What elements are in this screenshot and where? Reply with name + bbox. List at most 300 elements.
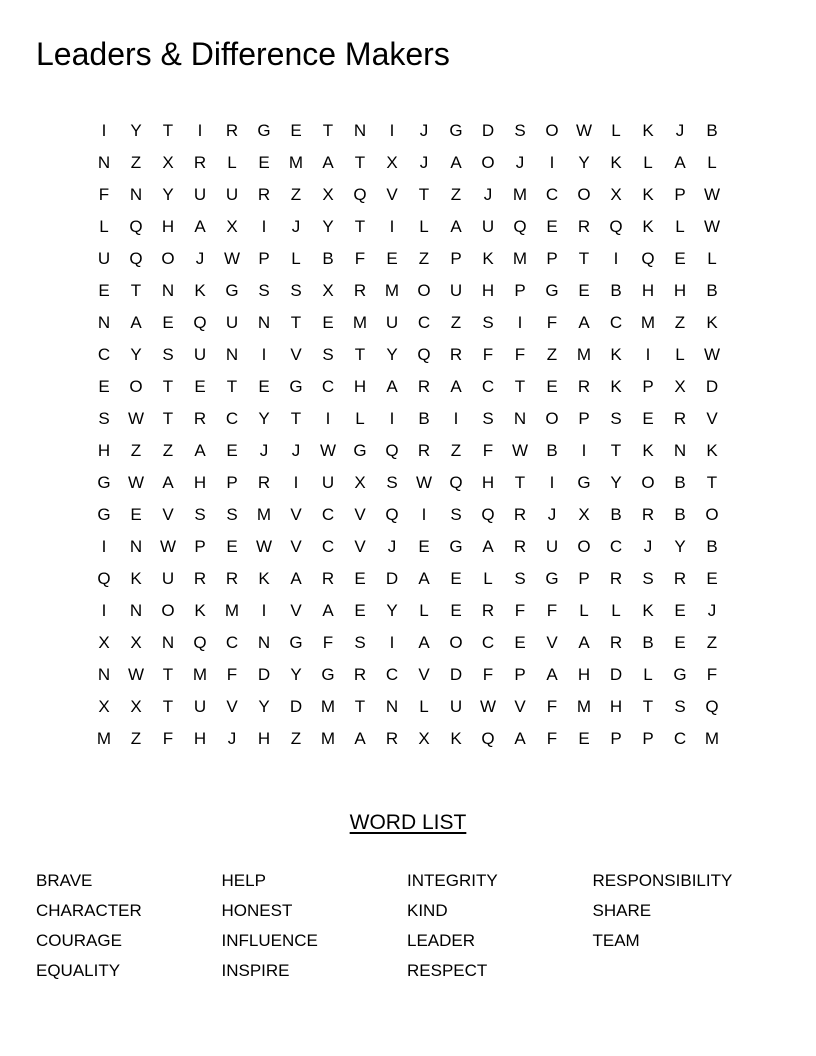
grid-letter[interactable]: E [98,377,110,396]
grid-letter[interactable]: Q [481,505,495,524]
grid-letter[interactable]: J [643,537,653,556]
grid-letter[interactable]: G [545,281,559,300]
grid-letter[interactable]: Z [130,441,142,460]
grid-letter[interactable]: N [129,601,143,620]
grid-letter[interactable]: I [261,345,267,364]
grid-letter[interactable]: G [321,665,335,684]
grid-letter[interactable]: E [290,121,302,140]
grid-letter[interactable]: N [225,345,239,364]
grid-letter[interactable]: P [514,281,526,300]
grid-letter[interactable]: R [385,729,399,748]
grid-letter[interactable]: A [514,729,526,748]
grid-letter[interactable]: G [449,537,463,556]
grid-letter[interactable]: W [127,473,145,492]
grid-letter[interactable]: Q [609,217,623,236]
grid-letter[interactable]: J [707,601,717,620]
grid-letter[interactable]: K [258,569,270,588]
grid-letter[interactable]: E [674,601,686,620]
grid-letter[interactable]: C [225,633,239,652]
grid-letter[interactable]: N [161,633,175,652]
grid-letter[interactable]: V [354,505,366,524]
grid-letter[interactable]: S [674,697,686,716]
grid-letter[interactable]: N [161,281,175,300]
grid-letter[interactable]: E [418,537,430,556]
grid-letter[interactable]: G [545,569,559,588]
grid-letter[interactable]: E [354,601,366,620]
grid-letter[interactable]: V [546,633,558,652]
grid-letter[interactable]: I [581,441,587,460]
grid-letter[interactable]: Z [450,185,462,204]
grid-letter[interactable]: P [258,249,270,268]
grid-letter[interactable]: F [482,345,494,364]
grid-letter[interactable]: E [642,409,654,428]
grid-letter[interactable]: A [450,217,462,236]
grid-letter[interactable]: T [514,377,526,396]
grid-letter[interactable]: U [97,249,111,268]
grid-letter[interactable]: H [481,281,495,300]
grid-letter[interactable]: L [419,601,429,620]
grid-letter[interactable]: G [257,121,271,140]
grid-letter[interactable]: A [674,153,686,172]
grid-letter[interactable]: S [162,345,174,364]
grid-letter[interactable]: R [257,185,271,204]
grid-letter[interactable]: R [193,153,207,172]
grid-letter[interactable]: R [449,345,463,364]
grid-letter[interactable]: G [289,377,303,396]
grid-letter[interactable]: Q [449,473,463,492]
grid-letter[interactable]: K [482,249,494,268]
grid-letter[interactable]: K [642,217,654,236]
grid-letter[interactable]: T [162,665,174,684]
grid-letter[interactable]: Z [450,313,462,332]
grid-letter[interactable]: I [389,121,395,140]
grid-letter[interactable]: O [481,153,495,172]
grid-letter[interactable]: D [289,697,303,716]
grid-letter[interactable]: I [389,633,395,652]
grid-letter[interactable]: K [194,601,206,620]
grid-letter[interactable]: E [706,569,718,588]
grid-letter[interactable]: G [225,281,239,300]
grid-letter[interactable]: M [576,697,592,716]
grid-letter[interactable]: J [227,729,237,748]
grid-letter[interactable]: M [352,313,368,332]
grid-letter[interactable]: X [322,185,334,204]
grid-letter[interactable]: I [389,409,395,428]
grid-letter[interactable]: R [353,281,367,300]
grid-letter[interactable]: N [129,185,143,204]
grid-letter[interactable]: E [354,569,366,588]
grid-letter[interactable]: E [578,729,590,748]
grid-letter[interactable]: B [610,505,622,524]
grid-letter[interactable]: I [453,409,459,428]
grid-letter[interactable]: T [706,473,718,492]
grid-letter[interactable]: M [320,697,336,716]
grid-letter[interactable]: E [322,313,334,332]
grid-letter[interactable]: E [226,537,238,556]
grid-letter[interactable]: R [481,601,495,620]
grid-letter[interactable]: S [194,505,206,524]
grid-letter[interactable]: J [483,185,493,204]
grid-letter[interactable]: E [450,569,462,588]
grid-letter[interactable]: L [675,217,685,236]
grid-letter[interactable]: S [290,281,302,300]
grid-letter[interactable]: V [386,185,398,204]
grid-letter[interactable]: T [290,313,302,332]
grid-letter[interactable]: K [642,601,654,620]
grid-letter[interactable]: H [577,665,591,684]
grid-letter[interactable]: T [162,409,174,428]
grid-letter[interactable]: R [609,633,623,652]
grid-letter[interactable]: B [706,281,718,300]
grid-letter[interactable]: D [481,121,495,140]
grid-letter[interactable]: I [197,121,203,140]
grid-letter[interactable]: X [226,217,238,236]
grid-letter[interactable]: D [449,665,463,684]
grid-letter[interactable]: R [321,569,335,588]
grid-letter[interactable]: O [577,537,591,556]
grid-letter[interactable]: A [354,729,366,748]
grid-letter[interactable]: T [354,345,366,364]
grid-letter[interactable]: J [419,153,429,172]
grid-letter[interactable]: C [97,345,111,364]
grid-letter[interactable]: R [193,409,207,428]
grid-letter[interactable]: G [673,665,687,684]
grid-letter[interactable]: U [225,185,239,204]
grid-letter[interactable]: B [322,249,334,268]
grid-letter[interactable]: L [707,249,717,268]
grid-letter[interactable]: A [194,441,206,460]
grid-letter[interactable]: F [354,249,366,268]
grid-letter[interactable]: A [450,153,462,172]
grid-letter[interactable]: V [514,697,526,716]
grid-letter[interactable]: T [226,377,238,396]
grid-letter[interactable]: B [418,409,430,428]
grid-letter[interactable]: K [706,441,718,460]
grid-letter[interactable]: Q [385,505,399,524]
grid-letter[interactable]: C [321,537,335,556]
grid-letter[interactable]: E [578,281,590,300]
grid-letter[interactable]: J [195,249,205,268]
grid-letter[interactable]: M [256,505,272,524]
grid-letter[interactable]: L [643,665,653,684]
grid-letter[interactable]: F [482,665,494,684]
grid-letter[interactable]: R [513,505,527,524]
grid-letter[interactable]: T [354,153,366,172]
grid-letter[interactable]: F [514,601,526,620]
grid-letter[interactable]: I [549,153,555,172]
grid-letter[interactable]: O [705,505,719,524]
grid-letter[interactable]: H [97,441,111,460]
grid-letter[interactable]: Y [130,345,142,364]
grid-letter[interactable]: X [98,697,110,716]
grid-letter[interactable]: A [162,473,174,492]
grid-letter[interactable]: N [385,697,399,716]
grid-letter[interactable]: Y [162,185,174,204]
grid-letter[interactable]: E [674,633,686,652]
grid-letter[interactable]: K [642,121,654,140]
grid-letter[interactable]: C [225,409,239,428]
grid-letter[interactable]: L [707,153,717,172]
grid-letter[interactable]: R [193,569,207,588]
grid-letter[interactable]: E [258,377,270,396]
grid-letter[interactable]: Z [546,345,558,364]
grid-letter[interactable]: W [703,345,721,364]
grid-letter[interactable]: T [610,441,622,460]
grid-letter[interactable]: I [421,505,427,524]
grid-letter[interactable]: P [450,249,462,268]
grid-letter[interactable]: S [450,505,462,524]
grid-letter[interactable]: F [546,729,558,748]
grid-letter[interactable]: F [706,665,718,684]
grid-letter[interactable]: M [576,345,592,364]
grid-letter[interactable]: N [129,537,143,556]
grid-letter[interactable]: R [641,505,655,524]
grid-letter[interactable]: E [546,377,558,396]
grid-letter[interactable]: W [159,537,177,556]
grid-letter[interactable]: F [546,601,558,620]
grid-letter[interactable]: W [255,537,273,556]
grid-letter[interactable]: Z [162,441,174,460]
grid-letter[interactable]: P [578,409,590,428]
grid-letter[interactable]: V [418,665,430,684]
grid-letter[interactable]: T [322,121,334,140]
grid-letter[interactable]: I [101,121,107,140]
grid-letter[interactable]: F [546,697,558,716]
grid-letter[interactable]: T [418,185,430,204]
grid-letter[interactable]: U [225,313,239,332]
grid-letter[interactable]: T [354,217,366,236]
grid-letter[interactable]: A [418,633,430,652]
grid-letter[interactable]: V [162,505,174,524]
grid-letter[interactable]: F [322,633,334,652]
grid-letter[interactable]: Z [130,729,142,748]
grid-letter[interactable]: M [512,185,528,204]
grid-letter[interactable]: X [162,153,174,172]
grid-letter[interactable]: A [194,217,206,236]
grid-letter[interactable]: L [611,121,621,140]
grid-letter[interactable]: R [609,569,623,588]
grid-letter[interactable]: B [610,281,622,300]
grid-letter[interactable]: J [515,153,525,172]
grid-letter[interactable]: I [101,601,107,620]
grid-letter[interactable]: I [261,601,267,620]
grid-letter[interactable]: Z [130,153,142,172]
grid-letter[interactable]: A [418,569,430,588]
grid-letter[interactable]: I [325,409,331,428]
grid-letter[interactable]: O [449,633,463,652]
grid-letter[interactable]: Q [193,633,207,652]
grid-letter[interactable]: R [673,569,687,588]
grid-letter[interactable]: K [450,729,462,748]
grid-letter[interactable]: S [98,409,110,428]
grid-letter[interactable]: E [258,153,270,172]
grid-letter[interactable]: W [415,473,433,492]
grid-letter[interactable]: T [642,697,654,716]
grid-letter[interactable]: G [449,121,463,140]
grid-letter[interactable]: S [514,569,526,588]
grid-letter[interactable]: L [355,409,365,428]
grid-letter[interactable]: K [610,153,622,172]
grid-letter[interactable]: M [224,601,240,620]
grid-letter[interactable]: F [162,729,174,748]
grid-letter[interactable]: S [514,121,526,140]
grid-letter[interactable]: Y [386,345,398,364]
grid-letter[interactable]: G [577,473,591,492]
grid-letter[interactable]: H [673,281,687,300]
grid-letter[interactable]: X [418,729,430,748]
grid-letter[interactable]: O [161,249,175,268]
grid-letter[interactable]: D [609,665,623,684]
grid-letter[interactable]: W [703,217,721,236]
grid-letter[interactable]: A [578,313,590,332]
grid-letter[interactable]: C [385,665,399,684]
grid-letter[interactable]: J [419,121,429,140]
grid-letter[interactable]: G [97,473,111,492]
grid-letter[interactable]: L [419,217,429,236]
grid-letter[interactable]: A [386,377,398,396]
grid-letter[interactable]: T [162,697,174,716]
grid-letter[interactable]: E [162,313,174,332]
grid-letter[interactable]: P [194,537,206,556]
grid-letter[interactable]: E [226,441,238,460]
grid-letter[interactable]: D [257,665,271,684]
grid-letter[interactable]: V [290,601,302,620]
grid-letter[interactable]: Z [290,185,302,204]
grid-letter[interactable]: I [261,217,267,236]
grid-letter[interactable]: R [257,473,271,492]
grid-letter[interactable]: U [161,569,175,588]
grid-letter[interactable]: P [642,729,654,748]
grid-letter[interactable]: F [482,441,494,460]
grid-letter[interactable]: T [354,697,366,716]
grid-letter[interactable]: H [193,729,207,748]
grid-letter[interactable]: N [97,665,111,684]
grid-letter[interactable]: R [417,377,431,396]
grid-letter[interactable]: L [483,569,493,588]
grid-letter[interactable]: A [130,313,142,332]
grid-letter[interactable]: O [641,473,655,492]
grid-letter[interactable]: X [674,377,686,396]
grid-letter[interactable]: O [161,601,175,620]
grid-letter[interactable]: J [675,121,685,140]
grid-letter[interactable]: Z [418,249,430,268]
grid-letter[interactable]: C [321,377,335,396]
grid-letter[interactable]: M [704,729,720,748]
grid-letter[interactable]: R [225,121,239,140]
grid-letter[interactable]: L [291,249,301,268]
grid-letter[interactable]: M [288,153,304,172]
grid-letter[interactable]: A [546,665,558,684]
grid-letter[interactable]: X [322,281,334,300]
grid-letter[interactable]: K [610,377,622,396]
grid-letter[interactable]: S [482,313,494,332]
grid-letter[interactable]: Q [129,217,143,236]
grid-letter[interactable]: X [578,505,590,524]
grid-letter[interactable]: L [227,153,237,172]
grid-letter[interactable]: H [193,473,207,492]
grid-letter[interactable]: F [546,313,558,332]
grid-letter[interactable]: R [417,441,431,460]
grid-letter[interactable]: E [546,217,558,236]
grid-letter[interactable]: M [384,281,400,300]
grid-letter[interactable]: Z [674,313,686,332]
grid-letter[interactable]: K [194,281,206,300]
grid-letter[interactable]: L [611,601,621,620]
grid-letter[interactable]: Q [353,185,367,204]
grid-letter[interactable]: J [387,537,397,556]
grid-letter[interactable]: E [386,249,398,268]
grid-letter[interactable]: L [419,697,429,716]
grid-letter[interactable]: S [386,473,398,492]
grid-letter[interactable]: L [643,153,653,172]
grid-letter[interactable]: N [257,313,271,332]
grid-letter[interactable]: Q [417,345,431,364]
grid-letter[interactable]: C [609,537,623,556]
grid-letter[interactable]: W [479,697,497,716]
grid-letter[interactable]: Q [97,569,111,588]
grid-letter[interactable]: X [610,185,622,204]
grid-letter[interactable]: Y [578,153,590,172]
grid-letter[interactable]: J [291,441,301,460]
grid-letter[interactable]: B [706,537,718,556]
grid-letter[interactable]: M [512,249,528,268]
grid-letter[interactable]: W [575,121,593,140]
grid-letter[interactable]: Y [290,665,302,684]
grid-letter[interactable]: Q [385,441,399,460]
grid-letter[interactable]: U [385,313,399,332]
grid-letter[interactable]: E [674,249,686,268]
grid-letter[interactable]: A [322,153,334,172]
grid-letter[interactable]: A [450,377,462,396]
grid-letter[interactable]: U [193,345,207,364]
grid-letter[interactable]: Q [193,313,207,332]
grid-letter[interactable]: I [549,473,555,492]
grid-letter[interactable]: O [417,281,431,300]
grid-letter[interactable]: U [449,281,463,300]
grid-letter[interactable]: I [645,345,651,364]
grid-letter[interactable]: K [130,569,142,588]
grid-letter[interactable]: O [545,409,559,428]
grid-letter[interactable]: H [641,281,655,300]
grid-letter[interactable]: Z [290,729,302,748]
grid-letter[interactable]: H [609,697,623,716]
grid-letter[interactable]: O [577,185,591,204]
grid-letter[interactable]: U [481,217,495,236]
grid-letter[interactable]: M [192,665,208,684]
grid-letter[interactable]: W [223,249,241,268]
grid-letter[interactable]: W [127,409,145,428]
grid-letter[interactable]: W [127,665,145,684]
grid-letter[interactable]: P [514,665,526,684]
grid-letter[interactable]: G [289,633,303,652]
grid-letter[interactable]: M [96,729,112,748]
grid-letter[interactable]: V [706,409,718,428]
grid-letter[interactable]: A [578,633,590,652]
grid-letter[interactable]: H [481,473,495,492]
grid-letter[interactable]: V [290,345,302,364]
grid-letter[interactable]: Y [386,601,398,620]
grid-letter[interactable]: R [673,409,687,428]
grid-letter[interactable]: U [193,697,207,716]
grid-letter[interactable]: C [417,313,431,332]
grid-letter[interactable]: Q [641,249,655,268]
grid-letter[interactable]: B [642,633,654,652]
grid-letter[interactable]: P [226,473,238,492]
grid-letter[interactable]: X [98,633,110,652]
grid-letter[interactable]: R [513,537,527,556]
grid-letter[interactable]: T [130,281,142,300]
grid-letter[interactable]: Z [706,633,718,652]
